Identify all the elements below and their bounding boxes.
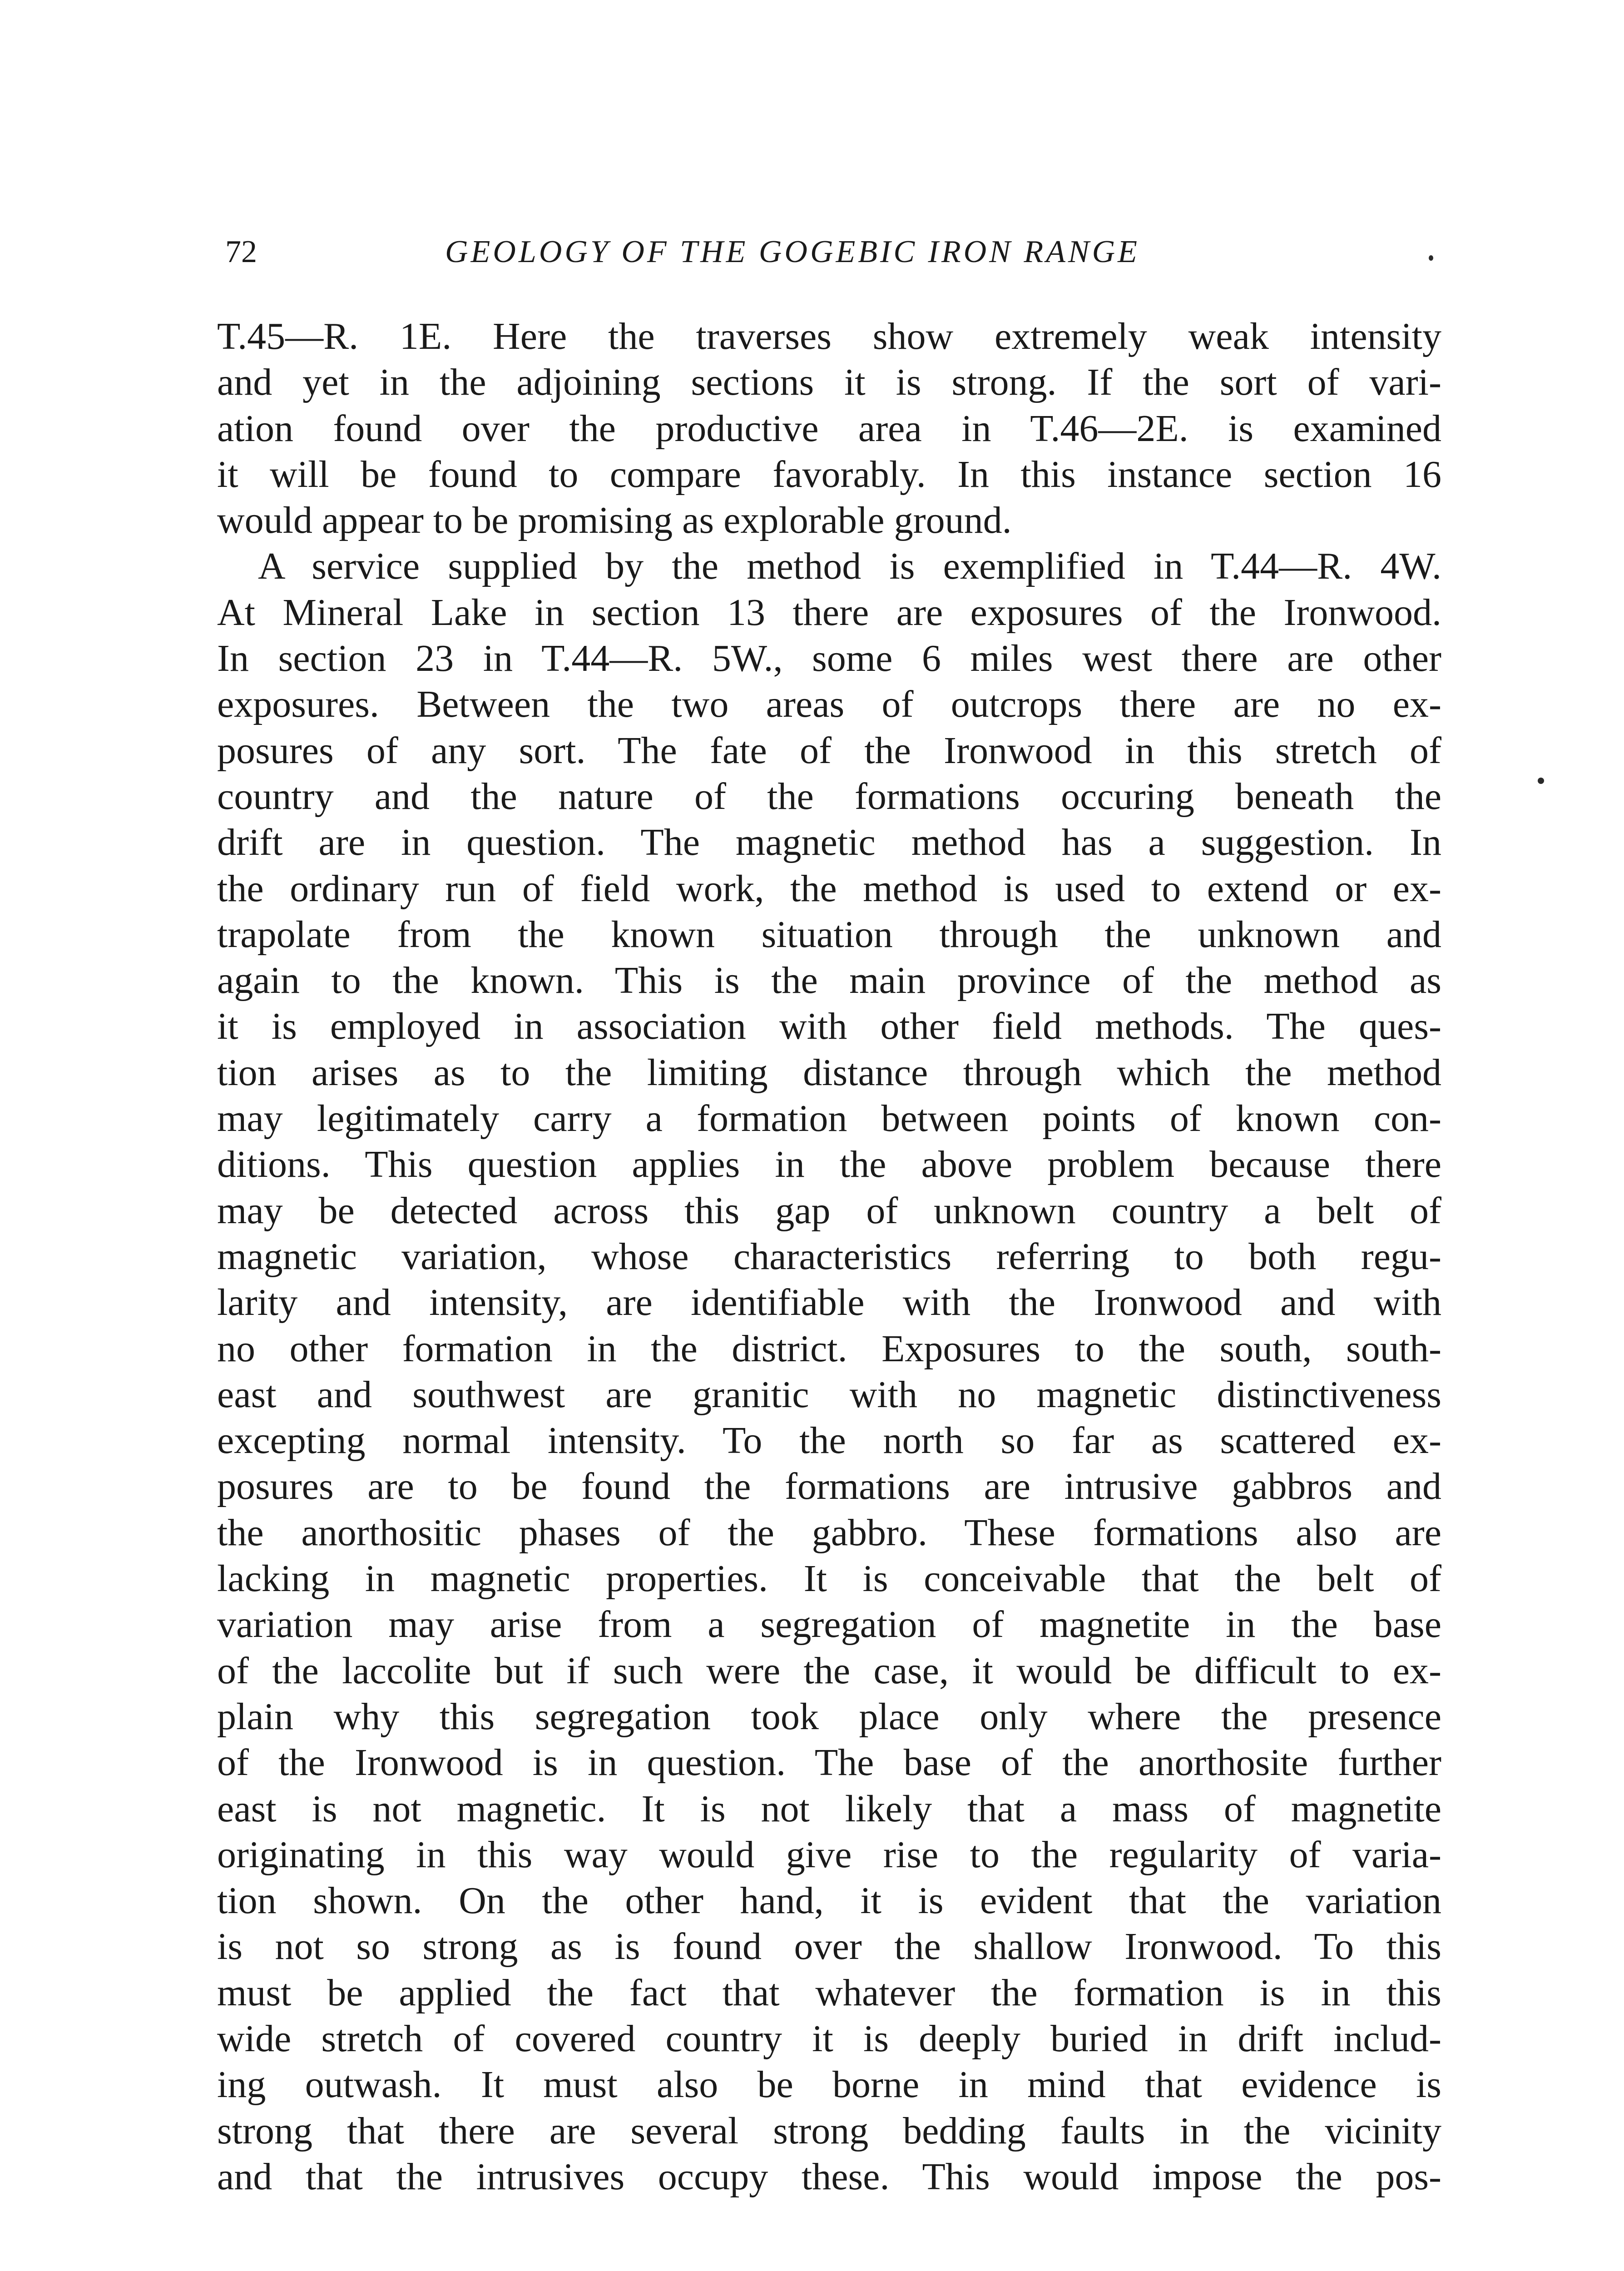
- text-line: and yet in the adjoining sections it is strong. If the sort of vari-: [217, 361, 1441, 404]
- text-line: strong that there are several strong bedding faults in the vicinity: [217, 2109, 1441, 2152]
- text-line: T.45—R. 1E. Here the traverses show extremely weak intensity: [217, 315, 1441, 357]
- text-line: must be applied the fact that whatever the formation is in this: [217, 1971, 1441, 2014]
- text-line: and that the intrusives occupy these. This would impose the pos-: [217, 2155, 1441, 2198]
- text-line: originating in this way would give rise to the regularity of varia-: [217, 1833, 1441, 1876]
- page-header: [218, 227, 1435, 277]
- text-line: ditions. This question applies in the above problem because there: [217, 1143, 1441, 1186]
- text-line: In section 23 in T.44—R. 5W., some 6 miles west there are other: [217, 637, 1441, 680]
- text-line: lacking in magnetic properties. It is conceivable that the belt of: [217, 1557, 1441, 1600]
- body-text: [217, 313, 1441, 2200]
- text-line: east and southwest are granitic with no magnetic distinctiveness: [217, 1373, 1441, 1416]
- scan-speck: [1538, 778, 1544, 784]
- page-number: 72: [225, 234, 257, 269]
- text-line: exposures. Between the two areas of outcrops there are no ex-: [217, 683, 1441, 726]
- text-line: tion arises as to the limiting distance through which the method: [217, 1051, 1441, 1094]
- text-line: no other formation in the district. Exposures to the south, south-: [217, 1327, 1441, 1370]
- text-line: variation may arise from a segregation of magnetite in the base: [217, 1603, 1441, 1646]
- text-line: At Mineral Lake in section 13 there are exposures of the Ironwood.: [217, 591, 1441, 634]
- text-line: magnetic variation, whose characteristics referring to both regu-: [217, 1235, 1441, 1278]
- text-line: the anorthositic phases of the gabbro. These formations also are: [217, 1511, 1441, 1554]
- text-line: ing outwash. It must also be borne in mind that evidence is: [217, 2063, 1441, 2106]
- text-line: would appear to be promising as explorable ground.: [217, 499, 1012, 542]
- text-line: plain why this segregation took place only where the presence: [217, 1695, 1441, 1738]
- text-line: east is not magnetic. It is not likely that a mass of magnetite: [217, 1787, 1441, 1830]
- text-line: posures are to be found the formations are intrusive gabbros and: [217, 1465, 1441, 1508]
- text-line: wide stretch of covered country it is deeply buried in drift includ-: [217, 2017, 1441, 2060]
- text-line: may be detected across this gap of unknown country a belt of: [217, 1189, 1441, 1232]
- text-line: of the laccolite but if such were the case, it would be difficult to ex-: [217, 1649, 1441, 1692]
- text-line: excepting normal intensity. To the north so far as scattered ex-: [217, 1419, 1441, 1462]
- text-line: larity and intensity, are identifiable with the Ironwood and with: [217, 1281, 1441, 1324]
- text-line: again to the known. This is the main province of the method as: [217, 959, 1441, 1002]
- text-line: posures of any sort. The fate of the Ironwood in this stretch of: [217, 729, 1441, 772]
- text-line: the ordinary run of field work, the method is used to extend or ex-: [217, 867, 1441, 910]
- text-line: ation found over the productive area in T.46—2E. is examined: [217, 407, 1441, 450]
- text-line: A service supplied by the method is exemplified in T.44—R. 4W.: [258, 545, 1441, 588]
- running-head: GEOLOGY OF THE GOGEBIC IRON RANGE: [445, 234, 1140, 269]
- text-line: tion shown. On the other hand, it is evident that the variation: [217, 1879, 1441, 1922]
- text-line: trapolate from the known situation through the unknown and: [217, 913, 1441, 956]
- scan-speck: [1429, 255, 1433, 261]
- text-line: drift are in question. The magnetic method has a suggestion. In: [217, 821, 1441, 864]
- text-line: country and the nature of the formations occuring beneath the: [217, 775, 1441, 818]
- text-line: may legitimately carry a formation between points of known con-: [217, 1097, 1441, 1140]
- text-line: is not so strong as is found over the shallow Ironwood. To this: [217, 1925, 1441, 1968]
- text-line: of the Ironwood is in question. The base of the anorthosite further: [217, 1741, 1441, 1784]
- text-line: it will be found to compare favorably. In this instance section 16: [217, 453, 1441, 496]
- text-line: it is employed in association with other field methods. The ques-: [217, 1005, 1441, 1048]
